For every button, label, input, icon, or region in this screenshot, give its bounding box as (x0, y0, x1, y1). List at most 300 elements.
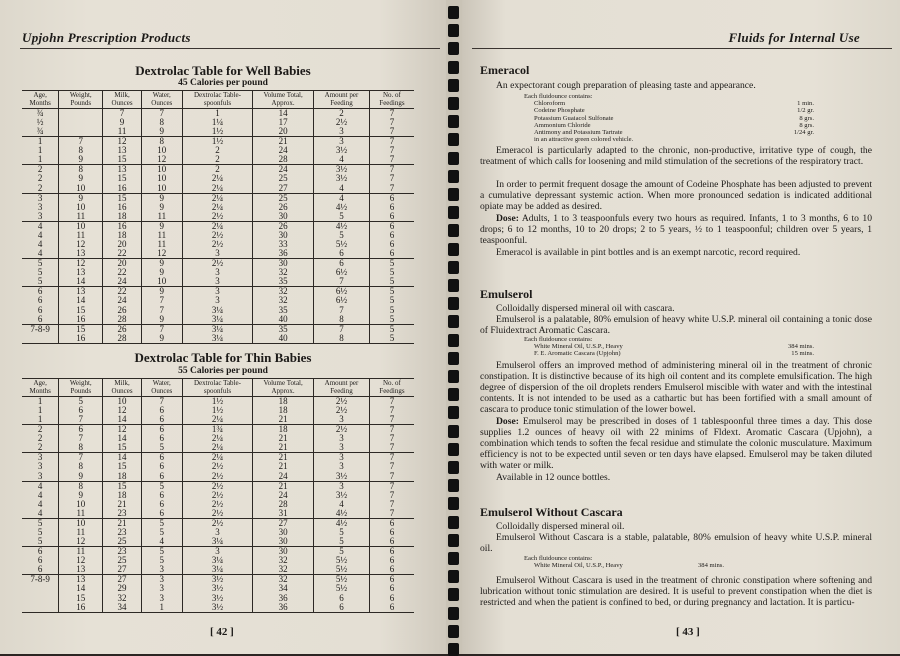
cell-feedings: 7 (369, 491, 414, 500)
binding-coil (448, 97, 459, 110)
cell-weight: 9 (59, 174, 103, 183)
cell-amount: 8 (314, 315, 370, 325)
cell-amount: 6½ (314, 287, 370, 297)
cell-weight: 16 (59, 334, 103, 344)
emeracol-availability: Emeracol is available in pint bottles and is an exempt narcotic, record required. (496, 247, 801, 258)
cell-dextrolac: 3¼ (182, 306, 252, 315)
cell-feedings: 7 (369, 118, 414, 127)
cell-volume: 35 (253, 324, 314, 334)
cell-dextrolac: 2¼ (182, 203, 252, 212)
cell-water: 3 (141, 584, 182, 593)
cell-age: 4 (37, 239, 43, 250)
cell-milk: 14 (103, 434, 142, 443)
cell-weight: 15 (59, 324, 103, 334)
formula-row: Ammonium Chloride 8 grs. (534, 121, 814, 129)
cell-age: 6 (37, 295, 43, 306)
cell-weight: 14 (59, 296, 103, 305)
cell-volume: 32 (253, 575, 314, 585)
cell-dextrolac: 2¼ (182, 184, 252, 194)
cell-milk: 14 (103, 415, 142, 425)
binding-coil (448, 279, 459, 292)
cell-feedings: 7 (369, 174, 414, 183)
cell-milk: 23 (103, 547, 142, 557)
cell-water: 9 (141, 127, 182, 137)
cell-water: 9 (141, 268, 182, 277)
cell-feedings: 7 (369, 155, 414, 165)
cell-dextrolac: 3¼ (182, 324, 252, 334)
column-header-age: Age, Months (22, 91, 59, 109)
cell-milk: 22 (103, 287, 142, 297)
binding-coil (448, 570, 459, 583)
emeracol-formula (524, 93, 814, 143)
cell-milk: 13 (103, 146, 142, 155)
cell-water: 3 (141, 594, 182, 603)
cell-milk: 15 (103, 443, 142, 453)
cell-weight (59, 118, 103, 127)
cell-volume: 24 (253, 472, 314, 482)
binding-coil (448, 152, 459, 165)
cell-amount: 4½ (314, 203, 370, 212)
thin-table-title: Dextrolac Table for Thin Babies (134, 350, 312, 365)
cell-volume: 25 (253, 193, 314, 203)
cell-feedings: 7 (369, 406, 414, 415)
cell-volume: 30 (253, 212, 314, 222)
cell-age: 7-8-9 (30, 323, 50, 334)
cell-weight: 11 (59, 509, 103, 519)
well-babies-table (22, 90, 414, 344)
cell-volume: 21 (253, 137, 314, 147)
cell-milk: 16 (103, 221, 142, 231)
cell-amount: 5 (314, 547, 370, 557)
column-header-water: Water, Ounces (141, 379, 182, 397)
cell-volume: 18 (253, 425, 314, 435)
cell-amount: 2 (314, 109, 370, 119)
cell-volume: 20 (253, 127, 314, 137)
cell-milk: 15 (103, 193, 142, 203)
cell-feedings: 6 (369, 231, 414, 240)
cell-volume: 30 (253, 259, 314, 269)
cell-water: 6 (141, 434, 182, 443)
cell-water: 11 (141, 212, 182, 222)
binding-coil (448, 607, 459, 620)
cell-amount: 4 (314, 155, 370, 165)
cell-feedings: 6 (369, 603, 414, 613)
cell-age (22, 334, 59, 344)
table-row (22, 334, 414, 344)
column-header-water: Water, Ounces (141, 91, 182, 109)
cell-feedings: 6 (369, 565, 414, 575)
table-row (22, 603, 414, 613)
cell-feedings: 7 (369, 509, 414, 519)
cell-amount: 5½ (314, 575, 370, 585)
cell-amount: 3 (314, 453, 370, 463)
cell-age: 2 (37, 173, 43, 184)
cell-water: 7 (141, 109, 182, 119)
cell-age: 1 (22, 155, 59, 165)
cell-milk: 27 (103, 565, 142, 575)
cell-water: 10 (141, 165, 182, 175)
cell-milk: 16 (103, 203, 142, 212)
formula-row: White Mineral Oil, U.S.P., Heavy 384 mins. (534, 343, 814, 351)
cell-amount: 3 (314, 434, 370, 443)
emeracol-title: Emeracol (480, 63, 530, 77)
cell-water: 12 (141, 155, 182, 165)
cell-weight: 8 (59, 443, 103, 453)
cell-dextrolac: 3¼ (182, 556, 252, 565)
binding-coil (448, 79, 459, 92)
cell-age: 3 (37, 201, 43, 212)
cell-weight: 8 (59, 481, 103, 491)
cell-water: 9 (141, 259, 182, 269)
without-cascara-title: Emulserol Without Cascara (480, 505, 623, 519)
cell-amount: 3 (314, 127, 370, 137)
cell-dextrolac: 3¼ (182, 565, 252, 575)
column-header-volume: Volume Total, Approx. (253, 91, 314, 109)
cell-weight: 7 (59, 137, 103, 147)
cell-age: 2 (37, 424, 43, 435)
cell-amount: 3½ (314, 146, 370, 155)
without-cascara-paragraph-1: Emulserol Without Cascara is used in the treatment of chronic constipation where softening and lubrication without tonic stimulation are desired. It is useful to prevent constipation when the diet is restricted and when the patient is confined to bed, or during pregnancy and lactation. It is particu- (480, 575, 872, 608)
cell-milk: 20 (103, 240, 142, 249)
header-rule-left (20, 48, 440, 49)
cell-milk: 18 (103, 472, 142, 482)
binding-coil (448, 497, 459, 510)
cell-water: 6 (141, 425, 182, 435)
cell-weight: 12 (59, 556, 103, 565)
cell-weight: 7 (59, 415, 103, 425)
cell-age: 1 (37, 405, 43, 416)
cell-milk: 18 (103, 231, 142, 240)
binding-coil (448, 206, 459, 219)
cell-dextrolac: 3½ (182, 603, 252, 613)
binding-coil (448, 643, 459, 656)
binding-coil (448, 461, 459, 474)
cell-weight: 6 (59, 425, 103, 435)
cell-volume: 32 (253, 287, 314, 297)
table-row (22, 212, 414, 222)
cell-amount: 4 (314, 500, 370, 509)
cell-water: 10 (141, 184, 182, 194)
cell-feedings: 7 (369, 453, 414, 463)
cell-volume: 30 (253, 537, 314, 547)
cell-feedings: 7 (369, 397, 414, 407)
without-cascara-intro-2: Emulserol Without Cascara is a stable, palatable, 80% emulsion of heavy white U.S.P. mineral oil. (480, 532, 872, 554)
cell-dextrolac: 3½ (182, 594, 252, 603)
binding-coil (448, 243, 459, 256)
binding-coil (448, 406, 459, 419)
without-cascara-intro-1: Colloidally dispersed mineral oil. (496, 521, 625, 532)
cell-amount: 3 (314, 443, 370, 453)
cell-age: 6 (37, 555, 43, 566)
cell-feedings: 6 (369, 240, 414, 249)
cell-dextrolac: 3¼ (182, 537, 252, 547)
cell-amount: 5 (314, 537, 370, 547)
table-row (22, 184, 414, 194)
cell-water: 8 (141, 118, 182, 127)
cell-weight: 9 (59, 491, 103, 500)
cell-age: 5 (22, 277, 59, 287)
cell-milk: 10 (103, 397, 142, 407)
cell-feedings: 6 (369, 212, 414, 222)
cell-milk: 27 (103, 575, 142, 585)
cell-water: 9 (141, 221, 182, 231)
cell-amount: 5½ (314, 565, 370, 575)
cell-amount: 4½ (314, 509, 370, 519)
cell-age: 5 (37, 517, 43, 528)
column-header-weight: Weight, Pounds (59, 91, 103, 109)
binding-coil (448, 479, 459, 492)
cell-water: 10 (141, 174, 182, 183)
cell-feedings: 5 (369, 306, 414, 315)
cell-dextrolac: 2¼ (182, 415, 252, 425)
cell-dextrolac: 1½ (182, 406, 252, 415)
cell-volume: 34 (253, 584, 314, 593)
table-header-row (22, 91, 414, 109)
formula-heading: Each fluidounce contains: (524, 555, 593, 562)
cell-feedings: 7 (369, 165, 414, 175)
cell-milk: 15 (103, 174, 142, 183)
binding-coil (448, 352, 459, 365)
cell-age: 6 (37, 546, 43, 557)
cell-weight: 6 (59, 406, 103, 415)
binding-coil (448, 24, 459, 37)
cell-weight: 11 (59, 547, 103, 557)
cell-amount: 6 (314, 603, 370, 613)
cell-milk: 15 (103, 481, 142, 491)
cell-milk: 15 (103, 462, 142, 471)
cell-age: 4 (37, 480, 43, 491)
cell-age: 2 (22, 184, 59, 194)
cell-amount: 4 (314, 193, 370, 203)
cell-dextrolac: 2½ (182, 212, 252, 222)
page-number-left: [ 42 ] (210, 626, 234, 638)
column-header-dextrolac: Dextrolac Table-spoonfuls (182, 91, 252, 109)
cell-feedings: 7 (369, 415, 414, 425)
header-rule-right (472, 48, 892, 49)
formula-row: Codeine Phosphate 1/2 gr. (534, 107, 814, 115)
cell-weight: 12 (59, 240, 103, 249)
emulserol-dose: Dose: Emulserol may be prescribed in doses of 1 tablespoonful three times a day. This dose supplies 1.2 ounces of heavy oil with 22 minims of Fldext. Aromatic Cascara (Upjohn), a combination which tends to soften the fecal residue and stimulate the colonic musculature. Maximum efficiency is not to be expected until seven or ten days have elapsed. Emulserol may be taken diluted with water or milk. (480, 416, 872, 471)
cell-weight: 15 (59, 594, 103, 603)
column-header-milk: Milk, Ounces (103, 379, 142, 397)
binding-coil (448, 6, 459, 19)
cell-age (22, 584, 59, 593)
cell-milk: 25 (103, 537, 142, 547)
column-header-age: Age, Months (22, 379, 59, 397)
cell-volume: 36 (253, 249, 314, 259)
cell-weight: 10 (59, 221, 103, 231)
cell-dextrolac: 3 (182, 268, 252, 277)
cell-amount: 3 (314, 137, 370, 147)
cell-amount: 6½ (314, 268, 370, 277)
cell-weight: 16 (59, 603, 103, 613)
cell-age: 4 (37, 489, 43, 500)
cell-volume: 33 (253, 240, 314, 249)
cell-weight: 13 (59, 575, 103, 585)
cell-amount: 2½ (314, 118, 370, 127)
cell-volume: 28 (253, 500, 314, 509)
cell-amount: 5 (314, 212, 370, 222)
column-header-feedings: No. of Feedings (369, 91, 414, 109)
formula-vehicle: in an attractive green colored vehicle. (534, 136, 634, 144)
cell-milk: 9 (103, 118, 142, 127)
cell-water: 7 (141, 324, 182, 334)
cell-milk: 22 (103, 249, 142, 259)
cell-milk: 21 (103, 518, 142, 528)
cell-feedings: 5 (369, 315, 414, 325)
cell-feedings: 5 (369, 277, 414, 287)
cell-dextrolac: 2½ (182, 472, 252, 482)
cell-weight: 7 (59, 453, 103, 463)
cell-milk: 29 (103, 584, 142, 593)
cell-water: 7 (141, 397, 182, 407)
cell-water: 9 (141, 334, 182, 344)
cell-weight: 13 (59, 565, 103, 575)
cell-dextrolac: 1 (182, 109, 252, 119)
cell-water: 6 (141, 472, 182, 482)
cell-volume: 24 (253, 491, 314, 500)
emulserol-intro-2: Emulserol is a palatable, 80% emulsion of heavy white U.S.P. mineral oil containing a tonic dose of Fluidextract Aromatic Cascara. (480, 314, 872, 336)
cell-amount: 5 (314, 528, 370, 537)
formula-row: Chloroform 1 min. (534, 100, 814, 108)
cell-water: 8 (141, 137, 182, 147)
cell-weight: 8 (59, 146, 103, 155)
cell-water: 11 (141, 231, 182, 240)
running-head-left: Upjohn Prescription Products (22, 30, 191, 45)
cell-amount: 3½ (314, 491, 370, 500)
cell-dextrolac: 1¼ (182, 118, 252, 127)
cell-dextrolac: 3 (182, 287, 252, 297)
cell-water: 6 (141, 509, 182, 519)
cell-dextrolac: 2¼ (182, 434, 252, 443)
cell-weight: 9 (59, 193, 103, 203)
cell-dextrolac: 2¼ (182, 453, 252, 463)
cell-age: 3 (37, 452, 43, 463)
cell-volume: 30 (253, 231, 314, 240)
column-header-amount: Amount per Feeding (314, 379, 370, 397)
cell-age: 5 (22, 537, 59, 547)
binding-coil (448, 552, 459, 565)
emulserol-intro-1: Colloidally dispersed mineral oil with cascara. (496, 303, 675, 314)
column-header-dextrolac: Dextrolac Table-spoonfuls (182, 379, 252, 397)
running-head-right: Fluids for Internal Use (728, 30, 860, 45)
cell-milk: 18 (103, 491, 142, 500)
cell-milk: 11 (103, 127, 142, 137)
cell-weight: 13 (59, 249, 103, 259)
column-header-weight: Weight, Pounds (59, 379, 103, 397)
cell-weight: 10 (59, 500, 103, 509)
cell-dextrolac: 3 (182, 547, 252, 557)
cell-dextrolac: 2¼ (182, 221, 252, 231)
cell-amount: 5½ (314, 240, 370, 249)
cell-milk: 18 (103, 212, 142, 222)
cell-age: 6 (37, 304, 43, 315)
cell-feedings: 6 (369, 203, 414, 212)
cell-weight: 11 (59, 528, 103, 537)
cell-water: 9 (141, 315, 182, 325)
cell-age: 3 (22, 472, 59, 482)
binding-coil (448, 42, 459, 55)
cell-weight: 14 (59, 277, 103, 287)
cell-volume: 32 (253, 296, 314, 305)
cell-milk: 24 (103, 296, 142, 305)
cell-feedings: 5 (369, 259, 414, 269)
cell-volume: 24 (253, 146, 314, 155)
cell-milk: 16 (103, 184, 142, 194)
cell-age: 3 (37, 192, 43, 203)
binding-coil (448, 443, 459, 456)
cell-dextrolac: 3 (182, 528, 252, 537)
cell-feedings: 7 (369, 425, 414, 435)
cell-dextrolac: 3 (182, 277, 252, 287)
cell-volume: 30 (253, 528, 314, 537)
column-header-volume: Volume Total, Approx. (253, 379, 314, 397)
cell-feedings: 7 (369, 500, 414, 509)
cell-dextrolac: 3 (182, 296, 252, 305)
cell-feedings: 5 (369, 324, 414, 334)
cell-dextrolac: 3¼ (182, 315, 252, 325)
cell-amount: 4½ (314, 518, 370, 528)
cell-age: 6 (22, 565, 59, 575)
cell-milk: 28 (103, 334, 142, 344)
cell-water: 4 (141, 537, 182, 547)
cell-water: 6 (141, 453, 182, 463)
cell-feedings: 6 (369, 584, 414, 593)
cell-dextrolac: 3¼ (182, 334, 252, 344)
cell-weight: 8 (59, 165, 103, 175)
column-header-milk: Milk, Ounces (103, 91, 142, 109)
emeracol-intro: An expectorant cough preparation of pleasing taste and appearance. (496, 80, 756, 91)
cell-amount: 7 (314, 306, 370, 315)
cell-age: 4 (37, 498, 43, 509)
cell-dextrolac: 2¼ (182, 443, 252, 453)
without-cascara-formula (524, 555, 814, 569)
emeracol-paragraph-1: Emeracol is particularly adapted to the chronic, non-productive, irritative type of cough, the treatment of which calls for loosening and mild stimulation of the secretions of the respiratory tract. (480, 145, 872, 167)
cell-milk: 12 (103, 137, 142, 147)
cell-water: 7 (141, 306, 182, 315)
cell-amount: 3 (314, 462, 370, 471)
cell-dextrolac: 1¾ (182, 425, 252, 435)
formula-row: Potassium Guaiacol Sulfonate 8 grs. (534, 114, 814, 122)
cell-amount: 2½ (314, 406, 370, 415)
cell-milk: 12 (103, 406, 142, 415)
cell-weight: 13 (59, 268, 103, 277)
cell-amount: 5½ (314, 584, 370, 593)
cell-dextrolac: 2½ (182, 231, 252, 240)
cell-milk: 15 (103, 155, 142, 165)
cell-dextrolac: 2½ (182, 509, 252, 519)
cell-water: 5 (141, 481, 182, 491)
cell-weight: 13 (59, 287, 103, 297)
cell-milk: 26 (103, 306, 142, 315)
cell-age: 3 (22, 212, 59, 222)
cell-feedings: 6 (369, 221, 414, 231)
cell-volume: 18 (253, 397, 314, 407)
cell-weight: 12 (59, 537, 103, 547)
cell-weight: 9 (59, 155, 103, 165)
cell-milk: 26 (103, 324, 142, 334)
emeracol-paragraph-2: In order to permit frequent dosage the amount of Codeine Phosphate has been adjusted to prevent a cumulative depressant systemic action. When more pronounced sedation is indicated additional opiate may be added as desired. (480, 179, 872, 212)
cell-dextrolac: 3½ (182, 575, 252, 585)
cell-water: 7 (141, 296, 182, 305)
cell-dextrolac: 2½ (182, 500, 252, 509)
cell-volume: 27 (253, 518, 314, 528)
cell-volume: 36 (253, 603, 314, 613)
cell-water: 9 (141, 203, 182, 212)
binding-coil (448, 370, 459, 383)
cell-water: 6 (141, 406, 182, 415)
emulserol-paragraph-1: Emulserol offers an improved method of administering mineral oil in the treatment of chronic constipation. It is distinctive because of its high oil content and its complete emulsification. The high degree of dispersion of the oil droplets renders Emulserol miscible with water and with the intestinal contents. It is not intended to be used as a cathartic but has been fortified with a small amount of cascara to produce tonic stimulation of the lower bowel. (480, 360, 872, 415)
